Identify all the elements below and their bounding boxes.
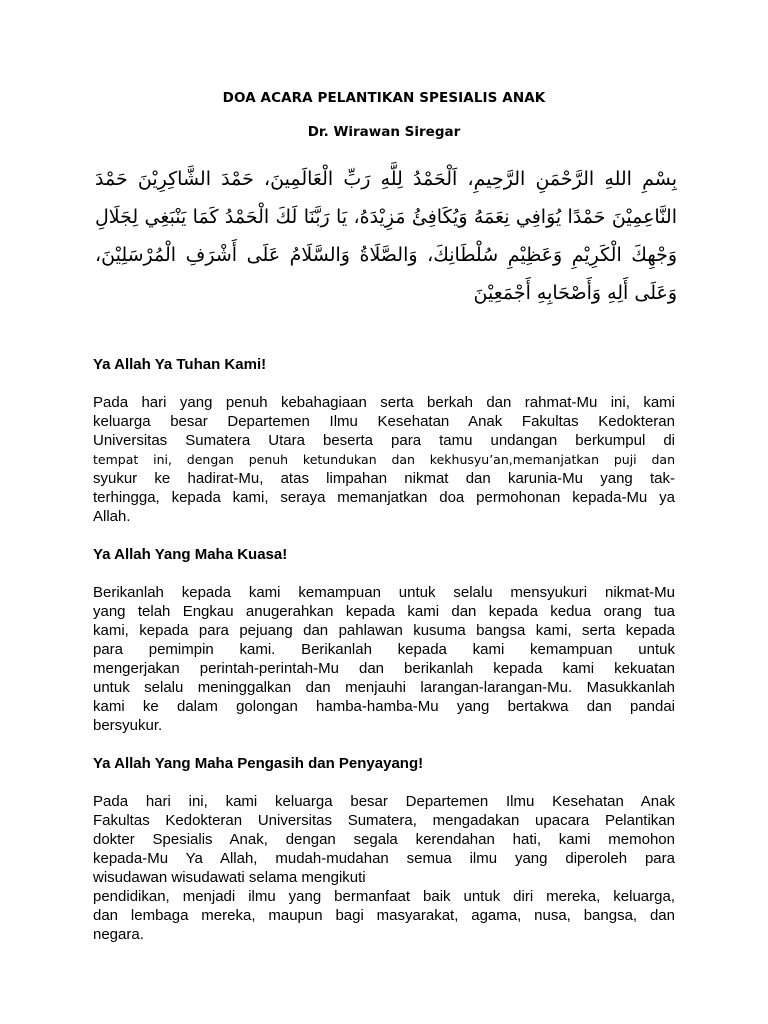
paragraph-line: kami ke dalam golongan hamba-hamba-Mu yang bertakwa dan pandai (93, 698, 675, 715)
paragraph-line: Pada hari yang penuh kebahagiaan serta berkah dan rahmat-Mu ini, kami (93, 394, 675, 411)
paragraph-line: syukur ke hadirat-Mu, atas limpahan nikmat dan karunia-Mu yang tak- (93, 470, 675, 487)
paragraph-line: yang telah Engkau anugerahkan kepada kami dan kepada kedua orang tua (93, 603, 675, 620)
section-paragraph (93, 393, 675, 526)
paragraph-line: kami, kepada para pejuang dan pahlawan kusuma bangsa kami, serta kepada (93, 622, 675, 639)
paragraph-line: dokter Spesialis Anak, dengan segala kerendahan hati, kami memohon (93, 831, 675, 848)
paragraph-line: kepada-Mu Ya Allah, mudah-mudahan semua ilmu yang diperoleh para (93, 850, 675, 867)
paragraph-line: dan lembaga mereka, maupun bagi masyarakat, agama, nusa, bangsa, dan (93, 907, 675, 924)
paragraph-line: Allah. (93, 508, 131, 525)
paragraph-line: negara. (93, 926, 144, 943)
section-paragraph (93, 583, 675, 735)
paragraph-line: keluarga besar Departemen Ilmu Kesehatan Anak Fakultas Kedokteran (93, 413, 675, 430)
paragraph-line: untuk selalu meninggalkan dan menjauhi larangan-larangan-Mu. Masukkanlah (93, 679, 675, 696)
paragraph-line: pendidikan, menjadi ilmu yang bermanfaat baik untuk diri mereka, keluarga, (93, 888, 675, 905)
document-body (93, 355, 675, 963)
section-heading: Ya Allah Ya Tuhan Kami! (93, 356, 267, 373)
paragraph-line: Pada hari ini, kami keluarga besar Departemen Ilmu Kesehatan Anak (93, 793, 675, 810)
paragraph-line: bersyukur. (93, 717, 163, 734)
paragraph-line: Fakultas Kedokteran Universitas Sumatera, mengadakan upacara Pelantikan (93, 812, 675, 829)
arabic-opening-prayer: بِسْمِ اللهِ الرَّحْمَنِ الرَّحِيمِ، اَلْحَمْدُ لِلَّهِ رَبِّ الْعَالَمِينَ، حَمْدَ الشَّاكِرِيْنَ حَمْدَ النَّاعِمِيْنَ حَمْدًا يُوَافِي نِعَمَهُ وَيُكَافِئُ مَزِيْدَهُ، يَا رَبَّنَا لَكَ الْحَمْدُ كَمَا يَنْبَغِي لِجَلَالِ وَجْهِكَ الْكَرِيْمِ وَعَظِيْمِ سُلْطَانِكَ، وَالصَّلَاةُ وَالسَّلَامُ عَلَى أَشْرَفِ الْمُرْسَلِيْنَ، وَعَلَى أَلِهِ وَأَصْحَابِهِ أَجْمَعِيْنَ (95, 168, 677, 304)
document-author: Dr. Wirawan Siregar (307, 124, 461, 140)
paragraph-line: mengerjakan perintah-perintah-Mu dan berikanlah kepada kami kekuatan (93, 660, 675, 677)
paragraph-line: para pemimpin kami. Berikanlah kepada kami kemampuan untuk (93, 641, 675, 658)
section-heading: Ya Allah Yang Maha Pengasih dan Penyayang! (93, 755, 424, 772)
paragraph-line: Berikanlah kepada kami kemampuan untuk selalu mensyukuri nikmat-Mu (93, 584, 675, 601)
paragraph-line: wisudawan wisudawati selama mengikuti (93, 869, 366, 886)
document-title: DOA ACARA PELANTIKAN SPESIALIS ANAK (222, 90, 546, 106)
paragraph-line: terhingga, kepada kami, seraya memanjatkan doa permohonan kepada-Mu ya (93, 489, 675, 506)
paragraph-line: Universitas Sumatera Utara beserta para tamu undangan berkumpul di (93, 432, 675, 449)
paragraph-line: tempat ini, dengan penuh ketundukan dan kekhusyu’an,memanjatkan puji dan (93, 452, 675, 467)
section-heading: Ya Allah Yang Maha Kuasa! (93, 546, 288, 563)
section-paragraph (93, 792, 675, 944)
